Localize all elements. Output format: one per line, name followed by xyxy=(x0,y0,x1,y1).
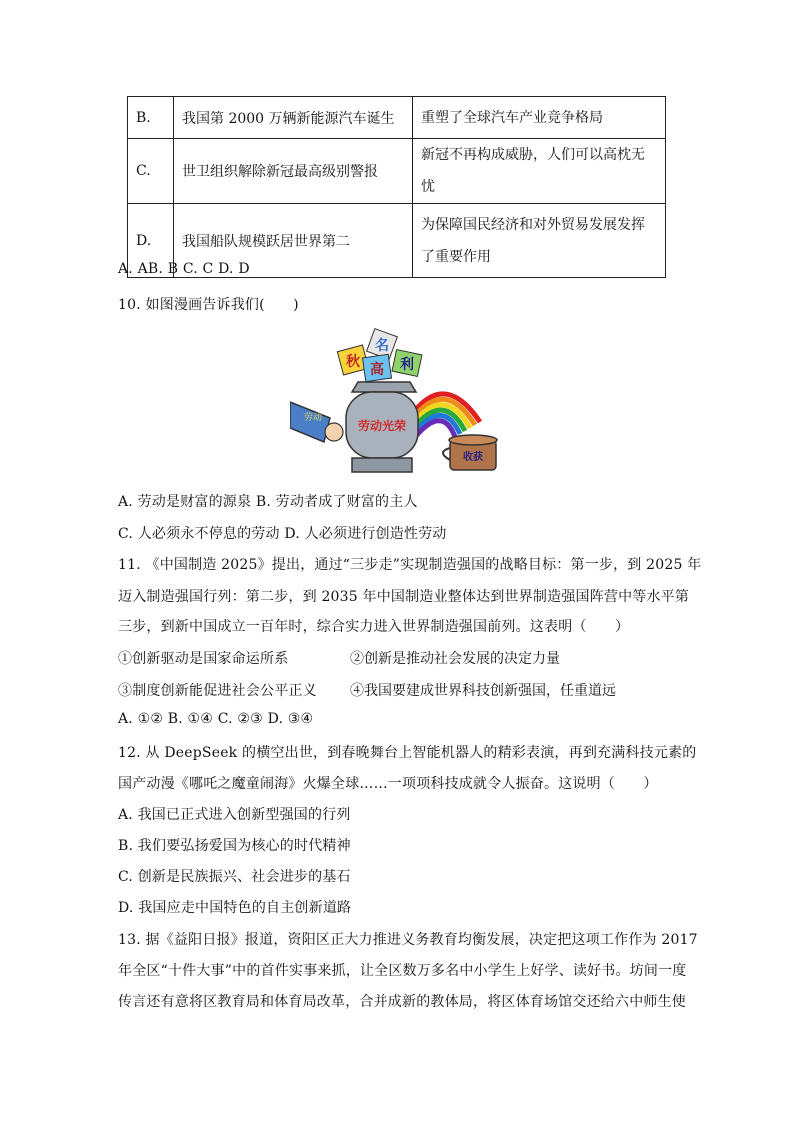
arm-label: 劳动 xyxy=(304,413,323,423)
paper-char: 秋 xyxy=(346,354,360,370)
q11-choice: ①创新驱动是国家命运所系 xyxy=(118,651,289,667)
worker-arm xyxy=(290,402,343,442)
q13-stem-line: 年全区“十件大事”中的首件实事来抓，让全区数万多名中小学生上好学、读好书。坊间一度 xyxy=(118,963,687,979)
row-event: 我国船队规模跃居世界第二 xyxy=(174,204,413,278)
row-event: 世卫组织解除新冠最高级别警报 xyxy=(174,139,413,204)
table-row xyxy=(128,139,666,204)
q10-options-line1: A. 劳动是财富的源泉 B. 劳动者成了财富的主人 xyxy=(118,494,418,510)
q11-stem-line: 迈入制造强国行列：第二步，到 2035 年中国制造业整体达到世界制造强国阵营中等水平第 xyxy=(118,589,690,605)
q12-stem-line: 12. 从 DeepSeek 的横空出世，到春晚舞台上智能机器人的精彩表演，再到充满科技元素的 xyxy=(118,745,697,761)
labor-cartoon-illustration xyxy=(290,322,502,480)
row-meaning: 新冠不再构成威胁，人们可以高枕无忧 xyxy=(413,139,666,204)
row-event: 我国第 2000 万辆新能源汽车诞生 xyxy=(174,97,413,139)
q11-stem-line: 三步，到新中国成立一百年时，综合实力进入世界制造强国前列。这表明（ ） xyxy=(118,619,630,635)
paper-char: 利 xyxy=(400,357,414,373)
grinder-machine xyxy=(346,382,418,472)
paper-char: 名 xyxy=(375,338,389,354)
harvest-pot xyxy=(443,435,497,470)
q12-option: D. 我国应走中国特色的自主创新道路 xyxy=(118,900,352,916)
machine-label: 劳动光荣 xyxy=(357,419,407,433)
q11-stem-line: 11. 《中国制造 2025》提出，通过“三步走”实现制造强国的战略目标：第一步，到 2025 年 xyxy=(118,557,702,573)
q9-answer-options: A. AB. B C. C D. D xyxy=(118,261,250,277)
option-table xyxy=(127,96,666,278)
row-meaning: 为保障国民经济和对外贸易发展发挥了重要作用 xyxy=(413,204,666,278)
q12-option: A. 我国已正式进入创新型强国的行列 xyxy=(118,807,351,823)
q13-stem-line: 13. 据《益阳日报》报道，资阳区正大力推进义务教育均衡发展，决定把这项工作作为 2017 xyxy=(118,932,698,948)
q12-stem-line: 国产动漫《哪吒之魔童闹海》火爆全球……一项项科技成就令人振奋。这说明（ ） xyxy=(118,776,658,792)
row-label: B. xyxy=(128,97,174,139)
q11-choice: ②创新是推动社会发展的决定力量 xyxy=(350,651,560,667)
q10-options-line2: C. 人必须永不停息的劳动 D. 人必须进行创造性劳动 xyxy=(118,526,447,542)
paper-char: 高 xyxy=(370,362,384,378)
row-meaning: 重塑了全球汽车产业竞争格局 xyxy=(413,97,666,139)
q11-answer-options: A. ①② B. ①④ C. ②③ D. ③④ xyxy=(118,711,314,727)
row-label: C. xyxy=(128,139,174,204)
row-label: D. xyxy=(128,204,174,278)
q11-choice: ④我国要建成世界科技创新强国，任重道远 xyxy=(350,683,616,699)
q11-choice: ③制度创新能促进社会公平正义 xyxy=(118,683,317,699)
pot-label: 收获 xyxy=(463,452,483,463)
q10-stem: 10. 如图漫画告诉我们( ) xyxy=(118,297,299,313)
q12-option: B. 我们要弘扬爱国为核心的时代精神 xyxy=(118,838,351,854)
table-row xyxy=(128,97,666,139)
q12-option: C. 创新是民族振兴、社会进步的基石 xyxy=(118,869,351,885)
q13-stem-line: 传言还有意将区教育局和体育局改革，合并成新的教体局，将区体育场馆交还给六中师生使 xyxy=(118,994,686,1010)
